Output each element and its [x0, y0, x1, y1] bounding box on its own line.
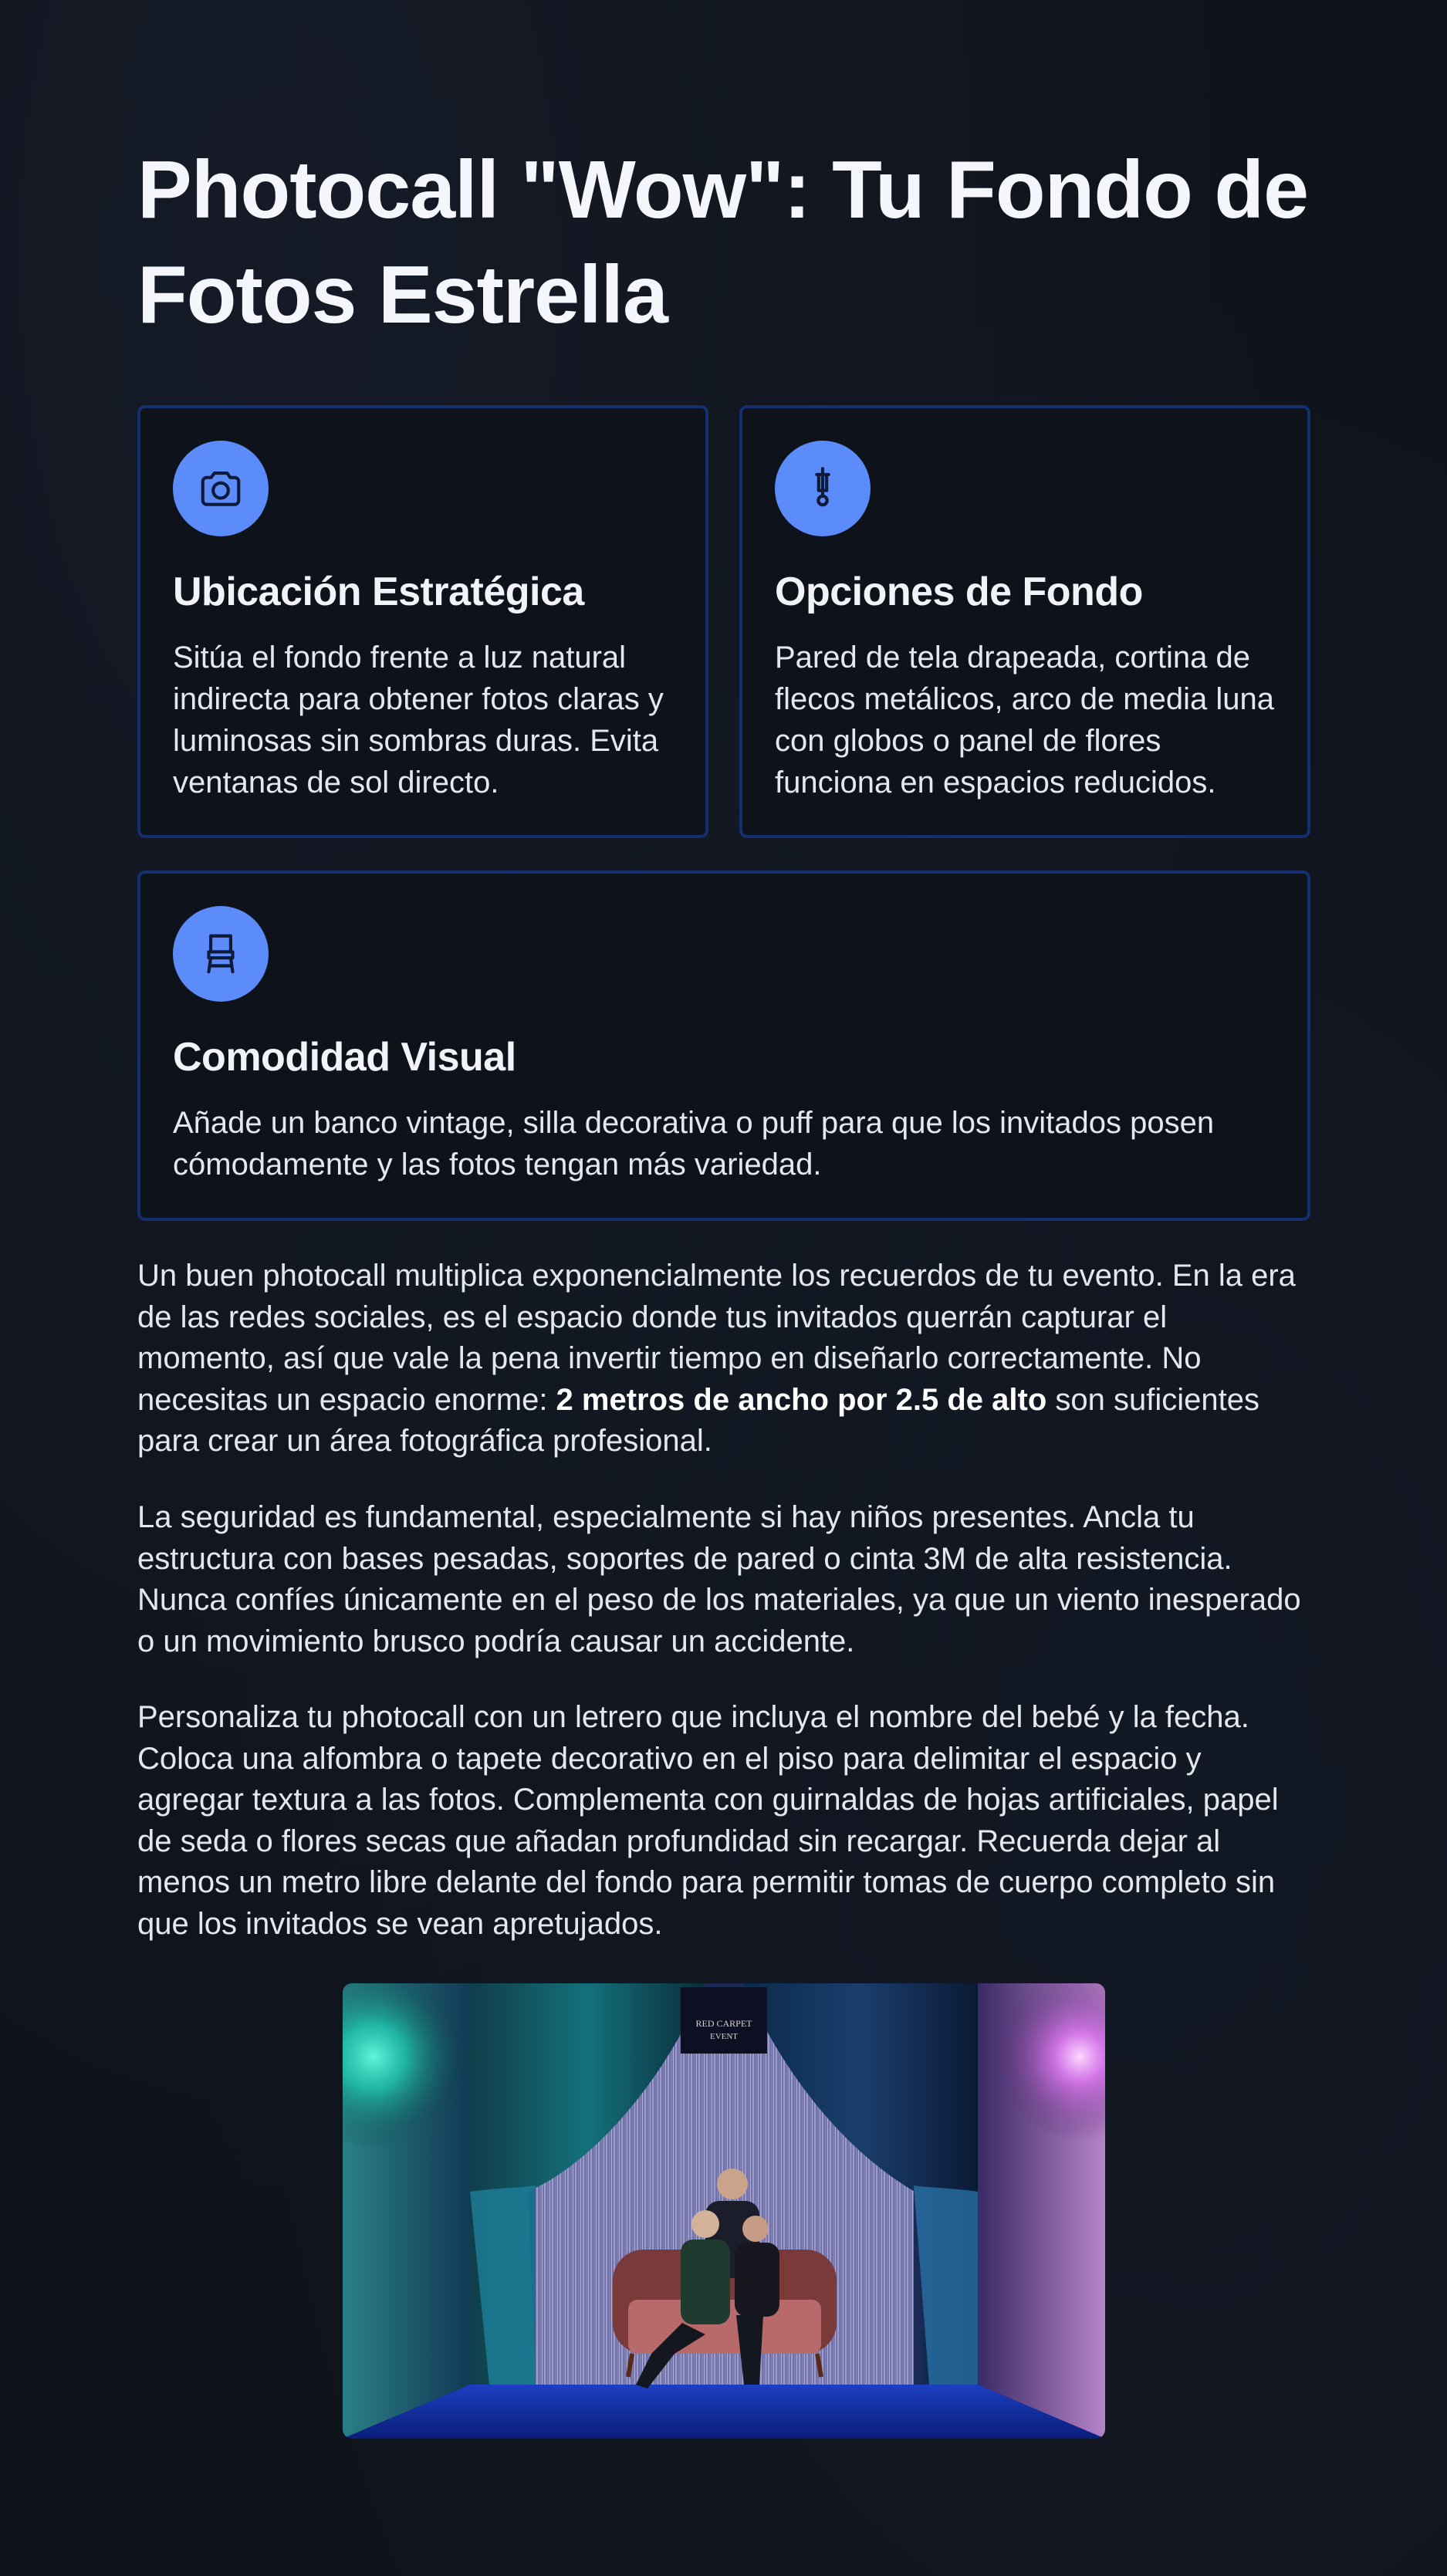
card-text: Añade un banco vintage, silla decorativa o puff para que los invitados posen cómodamente y las fotos tengan más variedad. — [173, 1106, 1215, 1182]
paragraph-safety: La seguridad es fundamental, especialmente si hay niños presentes. Ancla tu estructura con bases pesadas, soportes de pared o cinta 3M de alta resistencia. Nunca confíes únicamente en el peso de los materiales, ya que un viento inesperado o un movimiento brusco podría causar un accidente. — [137, 1500, 1301, 1658]
wind-chime-icon — [775, 441, 871, 536]
card-title: Opciones de Fondo — [775, 570, 1143, 614]
card-title: Ubicación Estratégica — [173, 570, 584, 614]
photo-sign-line1: RED CARPET — [695, 2018, 752, 2029]
photocall-image — [343, 1983, 1105, 2439]
paragraph-personalize: Personaliza tu photocall con un letrero que incluya el nombre del bebé y la fecha. Coloca una alfombra o tapete decorativo en el piso para delimitar el espacio y agregar textura a las fotos. Complementa con guirnaldas de hojas artificiales, papel de seda o flores secas que añadan profundidad sin recargar. Recuerda dejar al menos un metro libre delante del fondo para permitir tomas de cuerpo completo sin que los invitados se vean apretujados. — [137, 1700, 1279, 1941]
card-text: Sitúa el fondo frente a luz natural indirecta para obtener fotos claras y luminosas sin sombras duras. Evita ventanas de sol directo. — [173, 641, 664, 800]
card-text: Pared de tela drapeada, cortina de flecos metálicos, arco de media luna con globos o panel de flores funciona en espacios reducidos. — [775, 641, 1274, 800]
paragraph-highlight: 2 metros de ancho por 2.5 de alto — [556, 1382, 1047, 1417]
feature-card-backdrop — [739, 405, 1310, 838]
feature-card-comfort — [137, 870, 1310, 1221]
feature-card-location — [137, 405, 708, 838]
camera-icon — [173, 441, 269, 536]
paragraph-intro — [137, 1256, 1310, 1462]
chair-icon — [173, 906, 269, 1002]
card-title: Comodidad Visual — [173, 1035, 516, 1080]
photo-sign-line2: EVENT — [709, 2032, 739, 2041]
paragraph-text: son suficientes para crear un área fotográfica profesional. — [137, 1382, 1259, 1458]
page-title: Photocall "Wow": Tu Fondo de Fotos Estrella — [137, 144, 1309, 340]
paragraph-text: Un buen photocall multiplica exponencialmente los recuerdos de tu evento. En la era de las redes sociales, es el espacio donde tus invitados querrán capturar el momento, así que vale la pena invertir tiempo en diseñarlo correctamente. No necesitas un espacio enorme: — [137, 1259, 1296, 1417]
